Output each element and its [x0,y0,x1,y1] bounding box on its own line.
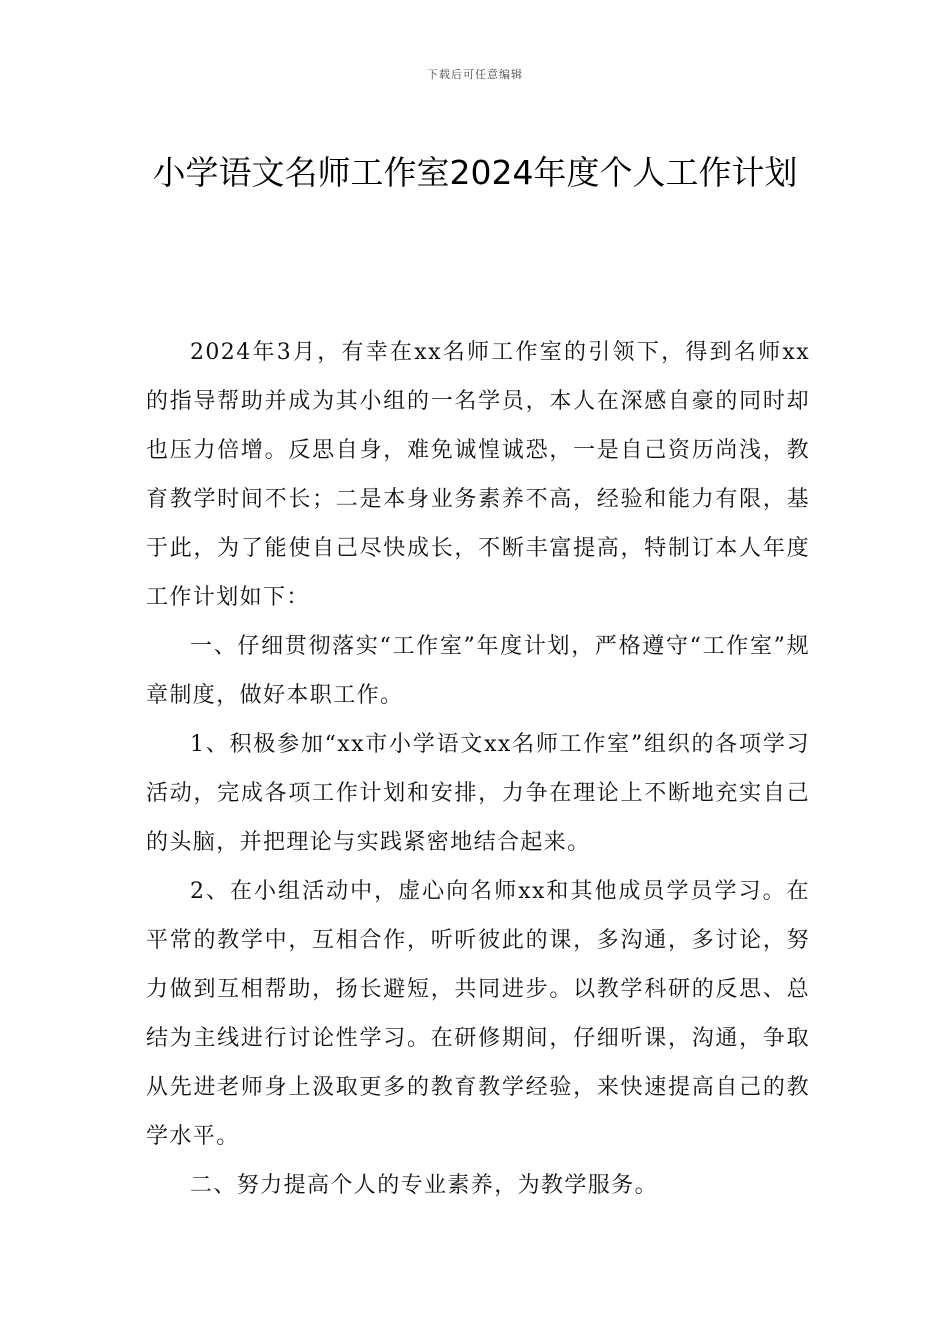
header-note: 下载后可任意编辑 [427,68,523,81]
document-title: 小学语文名师工作室2024年度个人工作计划 [152,153,798,192]
paragraph-section-1: 一、仔细贯彻落实“工作室”年度计划，严格遵守“工作室”规章制度，做好本职工作。 [146,634,810,708]
paragraph-section-2: 二、努力提高个人的专业素养，为教学服务。 [190,1173,659,1198]
paragraph-intro: 2024年3月，有幸在xx名师工作室的引领下，得到名师xx的指导帮助并成为其小组的一名学员，本人在深感自豪的同时却也压力倍增。反思自身，难免诚惶诚恐，一是自己资历尚浅，教育教学时间不长；二是本身业务素养不高，经验和能力有限，基于此，为了能使自己尽快成长，不断丰富提高，特制订本人年度工作计划如下： [146,340,810,610]
paragraph-item-1: 1、积极参加“xx市小学语文xx名师工作室”组织的各项学习活动，完成各项工作计划和安排，力争在理论上不断地充实自己的头脑，并把理论与实践紧密地结合起来。 [146,732,810,855]
paragraph-item-2: 2、在小组活动中，虚心向名师xx和其他成员学员学习。在平常的教学中，互相合作，听听彼此的课，多沟通，多讨论，努力做到互相帮助，扬长避短，共同进步。以教学科研的反思、总结为主线进行讨论性学习。在研修期间，仔细听课，沟通，争取从先进老师身上汲取更多的教育教学经验，来快速提高自己的教学水平。 [146,879,810,1149]
document-body [146,328,810,1210]
